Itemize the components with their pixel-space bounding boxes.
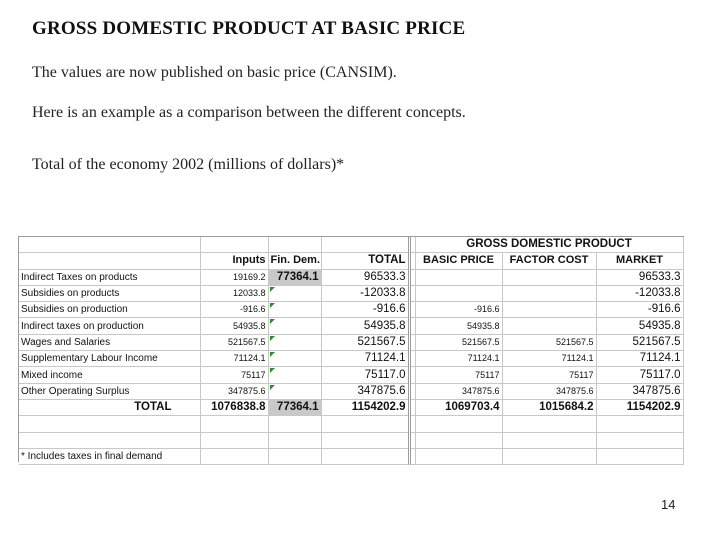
row-label: Subsidies on products	[19, 285, 200, 301]
table-row	[19, 318, 683, 334]
cell-fin-dem	[268, 318, 321, 334]
table-row	[19, 285, 683, 301]
cell-fin-dem	[268, 351, 321, 367]
empty-row	[19, 416, 683, 432]
footnote-row	[19, 448, 683, 464]
cell-market: 71124.1	[596, 351, 683, 367]
row-label: Subsidies on production	[19, 302, 200, 318]
spreadsheet-grid	[19, 237, 684, 465]
cell-basic-price: 521567.5	[415, 334, 502, 350]
header-total: TOTAL	[321, 253, 409, 269]
table-header-row-group	[19, 237, 683, 253]
cell-fin-dem	[268, 285, 321, 301]
cell-basic-price: 54935.8	[415, 318, 502, 334]
cell-inputs: 347875.6	[200, 383, 268, 399]
cell-factor-cost	[502, 285, 596, 301]
total-market: 1154202.9	[596, 399, 683, 415]
cell-fin-dem	[268, 334, 321, 350]
cell-basic-price: -916.6	[415, 302, 502, 318]
footnote: * Includes taxes in final demand	[19, 448, 200, 464]
total-total: 1154202.9	[321, 399, 409, 415]
total-inputs: 1076838.8	[200, 399, 268, 415]
empty-row	[19, 432, 683, 448]
row-label: Indirect Taxes on products	[19, 269, 200, 285]
cell-factor-cost	[502, 302, 596, 318]
cell-total: 71124.1	[321, 351, 409, 367]
cell-total: -12033.8	[321, 285, 409, 301]
paragraph-total-economy: Total of the economy 2002 (millions of dollars)*	[32, 156, 345, 173]
cell-factor-cost: 71124.1	[502, 351, 596, 367]
cell-factor-cost: 521567.5	[502, 334, 596, 350]
cell-basic-price: 347875.6	[415, 383, 502, 399]
table-row	[19, 351, 683, 367]
cell-market: 54935.8	[596, 318, 683, 334]
cell-fin-dem: 77364.1	[268, 269, 321, 285]
comment-indicator-icon	[270, 385, 275, 390]
cell-market: 347875.6	[596, 383, 683, 399]
cell-inputs: 71124.1	[200, 351, 268, 367]
table-row	[19, 302, 683, 318]
paragraph-example: Here is an example as a comparison between the different concepts.	[32, 104, 466, 121]
gdp-comparison-table	[18, 236, 684, 462]
gdp-group-header: GROSS DOMESTIC PRODUCT	[415, 237, 683, 253]
cell-market: -916.6	[596, 302, 683, 318]
table-row	[19, 367, 683, 383]
cell-inputs: 521567.5	[200, 334, 268, 350]
cell-basic-price	[415, 285, 502, 301]
row-label: Other Operating Surplus	[19, 383, 200, 399]
cell-factor-cost: 347875.6	[502, 383, 596, 399]
table-row	[19, 383, 683, 399]
total-fin-dem: 77364.1	[268, 399, 321, 415]
cell-fin-dem	[268, 383, 321, 399]
cell-total: 96533.3	[321, 269, 409, 285]
header-factor-cost: FACTOR COST	[502, 253, 596, 269]
cell-basic-price: 71124.1	[415, 351, 502, 367]
total-row-label: TOTAL	[19, 399, 200, 415]
cell-fin-dem	[268, 302, 321, 318]
cell-basic-price	[415, 269, 502, 285]
cell-inputs: 19169.2	[200, 269, 268, 285]
cell-total: 75117.0	[321, 367, 409, 383]
header-fin-dem: Fin. Dem.	[268, 253, 321, 269]
table-row	[19, 334, 683, 350]
cell-total: 521567.5	[321, 334, 409, 350]
row-label: Supplementary Labour Income	[19, 351, 200, 367]
table-header-row	[19, 253, 683, 269]
comment-indicator-icon	[270, 303, 275, 308]
table-row	[19, 269, 683, 285]
cell-inputs: -916.6	[200, 302, 268, 318]
header-market: MARKET	[596, 253, 683, 269]
header-basic-price: BASIC PRICE	[415, 253, 502, 269]
cell-total: 54935.8	[321, 318, 409, 334]
total-basic-price: 1069703.4	[415, 399, 502, 415]
row-label: Mixed income	[19, 367, 200, 383]
table-total-row	[19, 399, 683, 415]
comment-indicator-icon	[270, 319, 275, 324]
cell-inputs: 12033.8	[200, 285, 268, 301]
comment-indicator-icon	[270, 287, 275, 292]
page-number: 14	[661, 497, 676, 512]
cell-inputs: 75117	[200, 367, 268, 383]
cell-basic-price: 75117	[415, 367, 502, 383]
comment-indicator-icon	[270, 352, 275, 357]
cell-market: 75117.0	[596, 367, 683, 383]
cell-factor-cost: 75117	[502, 367, 596, 383]
cell-market: -12033.8	[596, 285, 683, 301]
cell-market: 96533.3	[596, 269, 683, 285]
row-label: Indirect taxes on production	[19, 318, 200, 334]
cell-inputs: 54935.8	[200, 318, 268, 334]
cell-factor-cost	[502, 269, 596, 285]
cell-total: -916.6	[321, 302, 409, 318]
comment-indicator-icon	[270, 368, 275, 373]
total-factor-cost: 1015684.2	[502, 399, 596, 415]
header-inputs: Inputs	[200, 253, 268, 269]
cell-factor-cost	[502, 318, 596, 334]
row-label: Wages and Salaries	[19, 334, 200, 350]
slide-title: GROSS DOMESTIC PRODUCT AT BASIC PRICE	[32, 18, 466, 39]
cell-total: 347875.6	[321, 383, 409, 399]
cell-market: 521567.5	[596, 334, 683, 350]
comment-indicator-icon	[270, 336, 275, 341]
paragraph-published: The values are now published on basic price (CANSIM).	[32, 64, 397, 81]
cell-fin-dem	[268, 367, 321, 383]
